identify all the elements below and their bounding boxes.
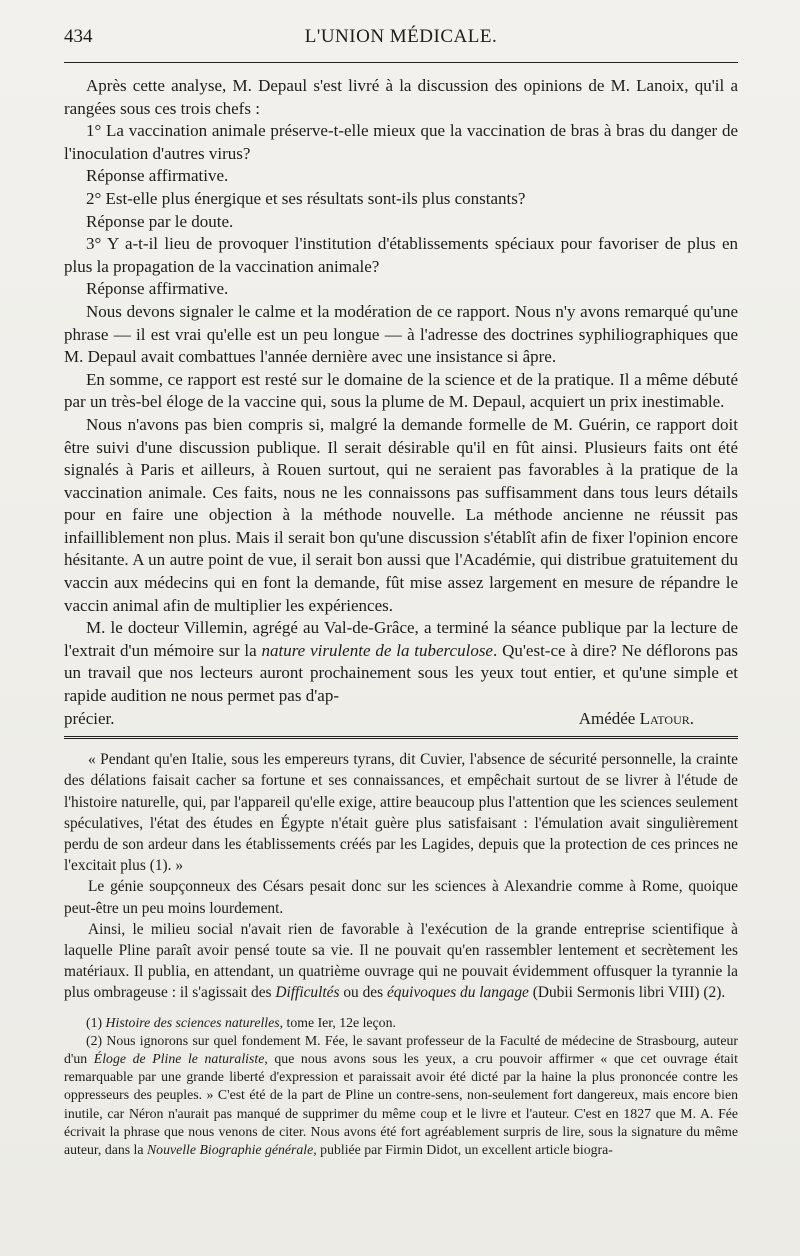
italic-title: Nouvelle Biographie générale — [146, 1142, 314, 1158]
italic-title: Histoire des sciences naturelles — [105, 1014, 280, 1030]
final-word: précier. — [64, 708, 115, 728]
article-paragraph: En somme, ce rapport est resté sur le domaine de la science et de la pratique. Il a même débuté par un très-bel éloge de la vaccine qui, sous la plume de M. Depaul, acquiert un prix inestimable. — [64, 369, 738, 412]
italic-title: Difficultés — [275, 984, 340, 1002]
article-paragraph: Réponse par le doute. — [86, 211, 234, 231]
italic-title: équivoques du langage — [386, 984, 529, 1002]
text-run: , publiée par Firmin Didot, un excellent article biogra- — [313, 1142, 613, 1158]
feuilleton-body — [64, 749, 738, 1003]
text-run: Ainsi, le milieu social n'avait rien de favorable à l'exécution de la grande entreprise scientifique à laquelle Pline paraît avoir pensé toute sa vie. Il ne pouvait qu'en rassembler lentement et secrètement les matériaux. Il publia, en attendant, un quatrième ouvrage qui ne pouvait évidemment offusquer la tyrannie la plus ombrageuse : il s'agissait des — [64, 920, 738, 1002]
text-run: (2) Nous ignorons sur quel fondement M. Fée, le savant professeur de la Faculté de médecine de Strasbourg, auteur d'un — [64, 1032, 738, 1067]
journal-title: L'UNION MÉDICALE. — [304, 26, 498, 47]
feuilleton-paragraph: « Pendant qu'en Italie, sous les empereurs tyrans, dit Cuvier, l'absence de sécurité personnelle, la crainte des délations faisait cacher sa fortune et ses connaissances, et empêchait surtout de se livrer à l'étude de l'histoire naturelle, qui, par l'appareil qu'elle exige, attire beaucoup plus l'attention que les sciences seulement spéculatives, l'état des études en Égypte n'était guère plus satisfaisant : l'émulation avait singulièrement perdu de son ardeur dans les établissements créés par les Lagides, depuis que la protection de ces princes ne l'excitait plus (1). » — [64, 751, 738, 875]
article-paragraph: Nous devons signaler le calme et la modération de ce rapport. Nous n'y avons remarqué qu'une phrase — il est vrai qu'elle est un peu longue — à l'adresse des doctrines syphiliographiques que M. Depaul avait combattues l'année dernière avec une insistance si âpre. — [64, 301, 738, 367]
article-paragraph: 3° Y a-t-il lieu de provoquer l'institution d'établissements spéciaux pour favoriser de plus en plus la propagation de la vaccination animale? — [64, 234, 738, 276]
footnote-2 — [64, 1032, 738, 1159]
signature-line — [64, 708, 738, 731]
header-rule — [64, 62, 738, 63]
feuilleton-paragraph: Le génie soupçonneux des Césars pesait donc sur les sciences à Alexandrie comme à Rome, quoique peut-être un peu moins lourdement. — [64, 878, 738, 917]
italic-title: nature virulente de la tuberculose — [261, 640, 493, 660]
article-paragraph-last — [64, 617, 738, 707]
page-number: 434 — [64, 26, 93, 47]
feuilleton-separator — [64, 736, 738, 739]
article-paragraph: Réponse affirmative. — [86, 279, 229, 299]
text-run: (Dubii Sermonis libri VIII) (2). — [528, 984, 726, 1002]
footnotes — [64, 1014, 738, 1160]
article-paragraph: Nous n'avons pas bien compris si, malgré la demande formelle de M. Guérin, ce rapport doit être suivi d'une discussion publique. Il serait désirable qu'il en fût ainsi. Plusieurs faits ont été signalés à Paris et ailleurs, à Rouen surtout, qui ne seraient pas favorables à la pratique de la vaccination animale. Ces faits, nous ne les connaissons pas suffisamment dans tous leurs détails pour en faire une objection à la méthode nouvelle. La méthode ancienne ne réussit pas infailliblement non plus. Mais il serait bon qu'une discussion s'établît afin de fixer l'opinion encore hésitante. A un autre point de vue, il serait bon aussi que l'Académie, qui distribue gratuitement du vaccin aux médecins qui en font la demande, fût mise assez largement en mesure de répandre le vaccin animal afin de multiplier les expériences. — [64, 414, 738, 615]
text-run: , que nous avons sous les yeux, a cru pouvoir affirmer « que cet ouvrage était remarquable par une grande liberté d'expression et paraissait avoir été dicté par la haine la plus prononcée contre les oppresseurs des peuples. » C'est été de la part de Pline un contre-sens, non-seulement fort dangereux, mais encore bien inutile, car Néron n'aurait pas manqué de supprimer du même coup et le livre et l'auteur. C'est en 1827 que M. A. Fée écrivait la phrase que nous venons de citer. Nous avons été fort agréablement surpris de lire, sous la signature du même auteur, dans la — [64, 1051, 738, 1158]
italic-title: Éloge de Pline le naturaliste — [93, 1051, 265, 1067]
page-header — [64, 26, 738, 56]
text-run: ou des — [339, 984, 387, 1002]
author-last-name: Latour. — [639, 708, 694, 728]
article-paragraph: 1° La vaccination animale préserve-t-elle mieux que la vaccination de bras à bras du danger de l'inoculation d'autres virus? — [64, 121, 738, 163]
text-run: , tome Ier, 12e leçon. — [279, 1014, 396, 1030]
article-paragraph: Réponse affirmative. — [86, 166, 229, 186]
footnote-marker: (1) — [86, 1014, 106, 1030]
author-signature — [579, 708, 694, 731]
article-paragraph: Après cette analyse, M. Depaul s'est livré à la discussion des opinions de M. Lanoix, qu'il a rangées sous ces trois chefs : — [64, 76, 738, 118]
footnote-1 — [64, 1014, 738, 1032]
feuilleton-paragraph — [64, 919, 738, 1004]
text-run: M. le docteur Villemin, agrégé au Val-de-Grâce, a terminé la séance publique par la lecture de l'extrait d'un mémoire sur la — [64, 618, 738, 660]
text-run: . Qu'est-ce à dire? Ne déflorons pas un travail que nos lecteurs auront prochainement sous les yeux tout entier, et qu'une simple et rapide audition ne nous permet pas d'ap- — [64, 640, 738, 706]
article-body — [64, 75, 738, 730]
article-paragraph: 2° Est-elle plus énergique et ses résultats sont-ils plus constants? — [86, 188, 526, 208]
author-first-name: Amédée — [578, 708, 636, 728]
